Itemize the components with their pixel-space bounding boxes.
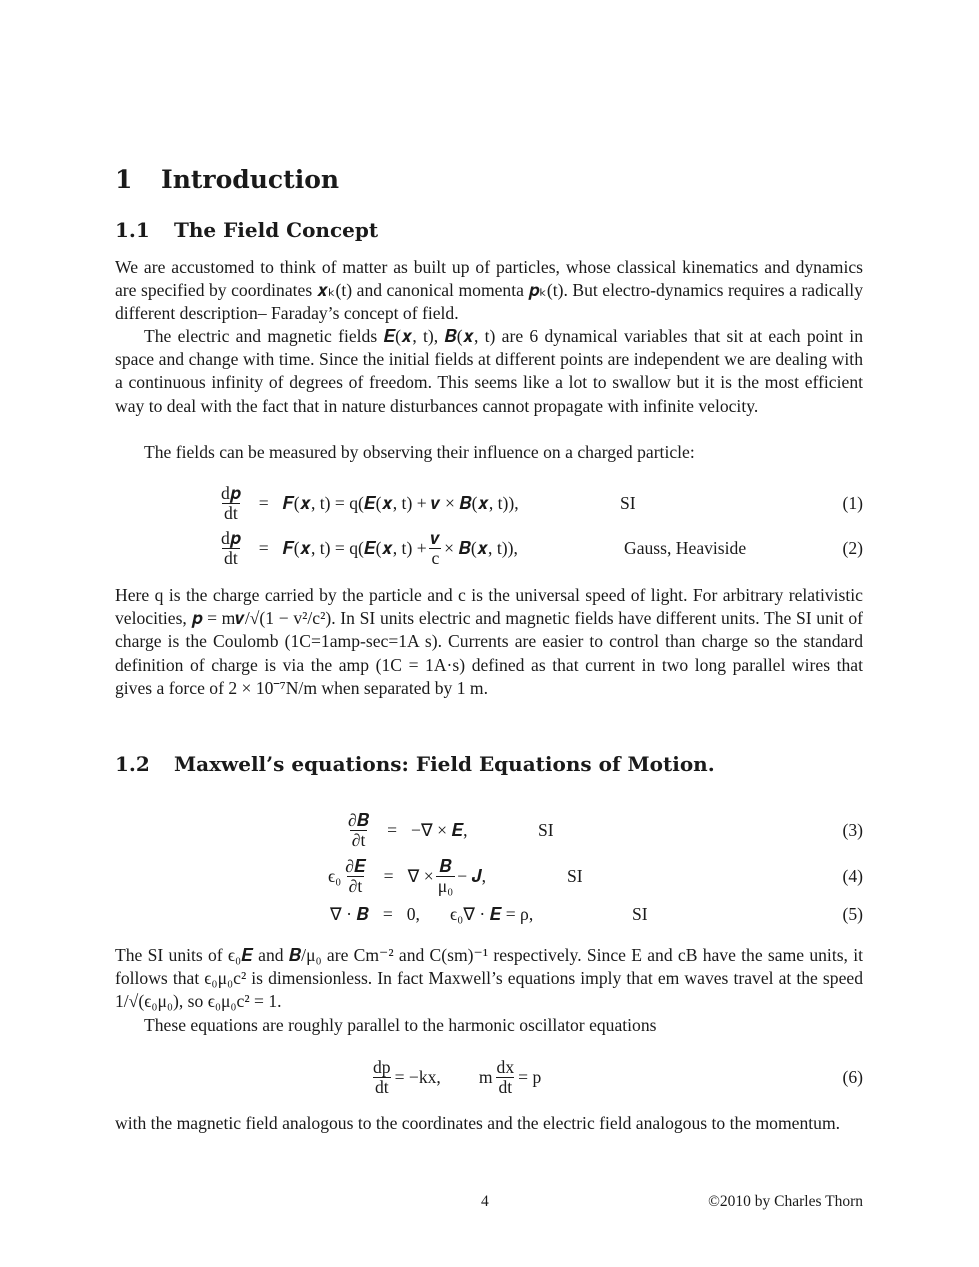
relation: = bbox=[258, 537, 269, 558]
equation-number: (1) bbox=[842, 492, 863, 513]
subsection-number: 1.1 bbox=[115, 218, 150, 242]
relation: = bbox=[382, 903, 393, 924]
equation-prefix: ϵ₀ bbox=[328, 865, 342, 886]
fraction bbox=[371, 1058, 393, 1097]
equation-note: Gauss, Heaviside bbox=[624, 537, 747, 558]
numerator: d𝒑 bbox=[221, 482, 241, 503]
numerator: ∂𝑬 bbox=[345, 855, 366, 876]
subsection-title: The Field Concept bbox=[174, 218, 379, 242]
subsection-title: Maxwell’s equations: Field Equations of Motion. bbox=[174, 752, 715, 776]
denominator: dt bbox=[498, 1076, 513, 1097]
paragraph: These equations are roughly parallel to the harmonic oscillator equations bbox=[144, 1015, 657, 1035]
denominator: dt bbox=[224, 547, 238, 568]
section-heading bbox=[115, 165, 339, 194]
section-title: Introduction bbox=[161, 165, 340, 194]
fraction bbox=[429, 529, 443, 568]
fraction bbox=[346, 811, 371, 850]
equation-note: SI bbox=[620, 492, 636, 513]
fraction bbox=[219, 529, 243, 568]
subsection-number: 1.2 bbox=[115, 752, 150, 776]
equation-number: (6) bbox=[842, 1066, 863, 1087]
denominator: dt bbox=[374, 1076, 389, 1097]
relation: = bbox=[383, 865, 394, 886]
equation-note: SI bbox=[538, 819, 554, 840]
denominator: ∂t bbox=[351, 829, 366, 850]
equation bbox=[115, 892, 863, 936]
numerator: ∂𝑩 bbox=[348, 809, 370, 830]
equation-rhs: −∇ × 𝑬, bbox=[411, 819, 468, 840]
subsection-heading bbox=[115, 218, 378, 242]
equation bbox=[115, 1055, 863, 1099]
fraction bbox=[343, 857, 367, 896]
paragraph: The fields can be measured by observing their influence on a charged particle: bbox=[144, 442, 695, 462]
denominator: ∂t bbox=[348, 875, 363, 896]
paragraph: Here q is the charge carried by the particle and c is the universal speed of light. For arbitrary relativistic velocities, 𝒑 = m𝒗/√(1 − v²/c²). In SI units electric and magnetic fields have different units. The SI unit of charge is the Coulomb (1C=1amp-sec=1A s). Currents are easier to control than charge so the standard definition of charge is via the amp (1C = 1A·s) defined as that current in two long parallel wires that gives a force of 2 × 10⁻⁷N/m when separated by 1 m. bbox=[115, 585, 863, 698]
equation-rhs: ∇ × bbox=[407, 865, 434, 886]
numerator: 𝒗 bbox=[430, 527, 441, 548]
numerator: dp bbox=[373, 1056, 391, 1077]
equation bbox=[115, 808, 863, 852]
paragraph: The electric and magnetic fields 𝑬(𝒙, t), 𝑩(𝒙, t) are 6 dynamical variables that sit at each point in space and change with time. Since the initial fields at different points are independent we are dealing with a continuous infinity of degrees of freedom. This seems like a lot to swallow but it is the most efficient way to deal with the fact that in nature disturbances cannot propagate with infinite velocity. bbox=[115, 326, 863, 416]
denominator: μ₀ bbox=[437, 875, 454, 896]
equation-rhs: 𝑭(𝒙, t) = q(𝑬(𝒙, t) + bbox=[282, 537, 427, 558]
relation: = bbox=[258, 492, 269, 513]
fraction bbox=[436, 857, 456, 896]
equation-number: (2) bbox=[842, 537, 863, 558]
equation-rhs: × 𝑩(𝒙, t)), bbox=[444, 537, 518, 558]
equation-rhs: ϵ₀∇ · 𝑬 = ρ, bbox=[449, 903, 534, 924]
equation bbox=[115, 526, 863, 570]
paragraph: The SI units of ϵ₀𝑬 and 𝑩/μ₀ are Cm⁻² and C(sm)⁻¹ respectively. Since E and cB have the same units, it follows that ϵ₀μ₀c² is dimensionless. In fact Maxwell’s equations imply that em waves travel at the speed 1/√(ϵ₀μ₀), so ϵ₀μ₀c² = 1. bbox=[115, 945, 863, 1012]
equation-rhs: − 𝑱, bbox=[457, 865, 487, 886]
equation-rhs: = −kx, bbox=[394, 1066, 441, 1087]
equation bbox=[115, 481, 863, 525]
denominator: dt bbox=[224, 502, 238, 523]
relation: = bbox=[387, 819, 398, 840]
fraction bbox=[219, 484, 243, 523]
subsection-heading bbox=[115, 752, 715, 776]
copyright-notice: ©2010 by Charles Thorn bbox=[708, 1193, 863, 1210]
equation-rhs: 𝑭(𝒙, t) = q(𝑬(𝒙, t) + 𝒗 × 𝑩(𝒙, t)), bbox=[282, 492, 519, 513]
section-number: 1 bbox=[115, 165, 133, 194]
equation-number: (5) bbox=[842, 903, 863, 924]
equation-note: SI bbox=[632, 903, 648, 924]
numerator: d𝒑 bbox=[221, 527, 241, 548]
page-number: 4 bbox=[481, 1193, 489, 1210]
numerator: dx bbox=[496, 1056, 515, 1077]
denominator: c bbox=[431, 547, 440, 568]
paper-page bbox=[115, 0, 863, 1267]
equation-prefix: m bbox=[478, 1066, 493, 1087]
equation-rhs: = p bbox=[518, 1066, 542, 1087]
equation-note: SI bbox=[567, 865, 583, 886]
paragraph: with the magnetic field analogous to the coordinates and the electric field analogous to the momentum. bbox=[115, 1113, 841, 1133]
equation-lhs: ∇ · 𝑩 bbox=[330, 903, 369, 924]
equation-number: (3) bbox=[842, 819, 863, 840]
fraction bbox=[495, 1058, 517, 1097]
numerator: 𝑩 bbox=[439, 855, 452, 876]
equation-rhs: 0, bbox=[406, 903, 420, 924]
equation-number: (4) bbox=[842, 865, 863, 886]
paragraph: We are accustomed to think of matter as built up of particles, whose classical kinematics and dynamics are specified by coordinates 𝒙ₖ(t) and canonical momenta 𝒑ₖ(t). But electro-dynamics requires a radically different description– Faraday’s concept of field. bbox=[115, 257, 863, 324]
